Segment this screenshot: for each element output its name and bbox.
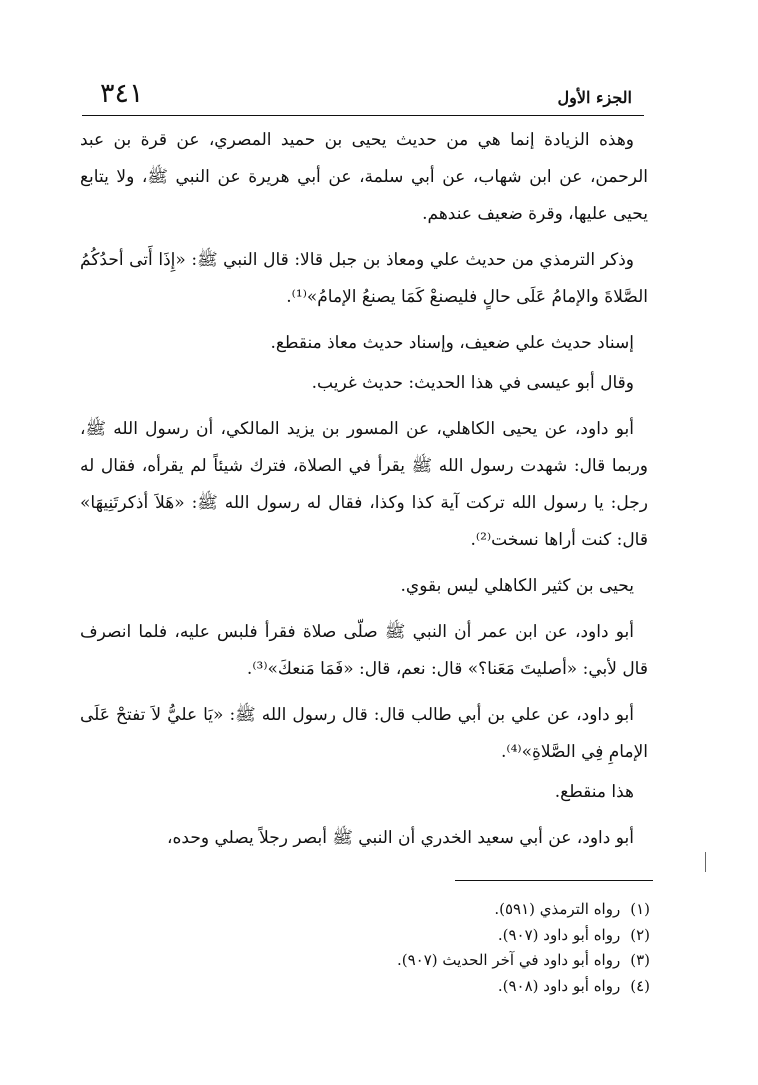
footnote-text: رواه أبو داود في آخر الحديث (٩٠٧). [396,951,621,969]
paragraph-5: أبو داود، عن يحيى الكاهلي، عن المسور بن يزيد المالكي، أن رسول الله ﷺ، وربما قال: شهدت رسول الله ﷺ يقرأ في الصلاة، فترك شيئاً لم يقرأه، فقال له رجل: يا رسول الله تركت آية كذا وكذا، فقال له رسول الله ﷺ: «هَلاَ أذكرتَنِيهَا» قال: كنت أراها نسخت⁽²⁾. [80,419,648,550]
paragraph-10: أبو داود، عن أبي سعيد الخدري أن النبي ﷺ أبصر رجلاً يصلي وحده، [167,828,634,848]
footnote-number: (١) [630,900,650,918]
running-title: الجزء الأول [557,88,632,107]
footnote-number: (٤) [630,976,650,995]
paragraph-3: إسناد حديث علي ضعيف، وإسناد حديث معاذ منقطع. [270,333,634,353]
paragraph-1: وهذه الزيادة إنما هي من حديث يحيى بن حميد المصري، عن قرة بن عبد الرحمن، عن ابن شهاب، عن أبي سلمة، عن أبي هريرة عن النبي ﷺ، ولا يتابع يحيى عليها، وقرة ضعيف عندهم. [80,130,648,224]
footnotes [300,897,650,999]
footnote-4 [300,974,650,1000]
paragraph-9: هذا منقطع. [554,782,634,802]
footnote-2 [300,923,650,949]
paragraph-4: وقال أبو عيسى في هذا الحديث: حديث غريب. [311,373,634,393]
header-rule [82,115,644,116]
footnote-text: رواه أبو داود (٩٠٧). [497,925,621,944]
footnote-3 [300,948,650,974]
paragraph-7: أبو داود، عن ابن عمر أن النبي ﷺ صلّى صلاة فقرأ فلبس عليه، فلما انصرف قال لأبي: «أصليتَ مَعَنا؟» قال: نعم، قال: «فَمَا مَنعكَ»⁽³⁾. [80,622,648,679]
page-number: ٣٤١ [100,78,144,109]
footnote-number: (٣) [630,951,650,969]
footnote-separator [455,880,653,881]
footnote-1 [300,897,650,923]
paragraph-2: وذكر الترمذي من حديث علي ومعاذ بن جبل قالا: قال النبي ﷺ: «إِذَا أَتى أحدُكُمُ الصَّلاةَ والإمامُ عَلَى حالٍ فليصنعْ كَمَا يصنعُ الإمامُ»⁽¹⁾. [80,250,648,307]
paragraph-6: يحيى بن كثير الكاهلي ليس بقوي. [400,576,634,596]
footnote-number: (٢) [630,925,650,944]
footnote-text: رواه أبو داود (٩٠٨). [497,976,621,995]
margin-mark [705,852,706,872]
main-text [80,122,648,857]
page-header [82,76,644,116]
paragraph-8: أبو داود، عن علي بن أبي طالب قال: قال رسول الله ﷺ: «يَا عليُّ لاَ تفتحْ عَلَى الإمامِ فِي الصَّلاةِ»⁽⁴⁾. [80,705,648,762]
footnote-text: رواه الترمذي (٥٩١). [494,900,621,918]
